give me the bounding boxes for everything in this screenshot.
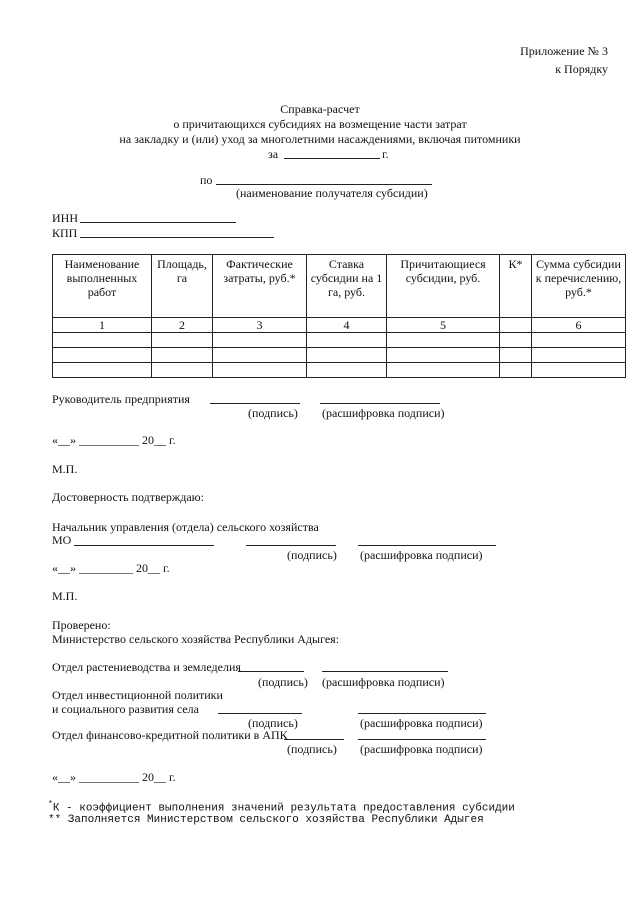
kpp-field[interactable]: [80, 237, 274, 238]
period-label: за: [268, 147, 279, 161]
head-decode-field[interactable]: [320, 403, 440, 404]
recipient-label: по: [200, 173, 213, 187]
header-actual-costs: Фактические затраты, руб.*: [213, 255, 307, 318]
dept2-decode-field[interactable]: [358, 713, 486, 714]
chief-signature-field[interactable]: [246, 545, 336, 546]
stamp-place: М.П.: [52, 589, 78, 603]
mo-label: МО: [52, 533, 72, 547]
chief-label: Начальник управления (отдела) сельского хозяйства: [52, 520, 319, 534]
column-number: 3: [213, 318, 307, 333]
footnote-1-mark: *: [48, 800, 53, 809]
checked-date: «__» __________ 20__ г.: [52, 770, 176, 784]
recipient-field[interactable]: [216, 184, 432, 185]
dept1-signature-caption: (подпись): [258, 675, 308, 689]
header-work-name: Наименование выполненных работ: [53, 255, 152, 318]
appendix-number: Приложение № 3: [520, 44, 608, 58]
head-signature-field[interactable]: [210, 403, 300, 404]
column-number: 6: [532, 318, 626, 333]
column-number: 1: [53, 318, 152, 333]
dept2-decode-caption: (расшифровка подписи): [360, 716, 483, 730]
head-label: Руководитель предприятия: [52, 392, 190, 406]
footnote-1-text: К - коэффициент выполнения значений результата предоставления субсидии: [52, 802, 515, 815]
header-transfer-sum: Сумма субсидии к перечислению, руб.*: [532, 255, 626, 318]
confirm-label: Достоверность подтверждаю:: [52, 490, 204, 504]
head-decode-caption: (расшифровка подписи): [322, 406, 445, 420]
inn-field[interactable]: [80, 222, 236, 223]
table-row[interactable]: [53, 333, 626, 348]
period-field[interactable]: [284, 158, 380, 159]
chief-decode-field[interactable]: [358, 545, 496, 546]
header-coefficient: К*: [500, 255, 532, 318]
dept1-label: Отдел растениеводства и земледелия: [52, 660, 241, 674]
confirm-date: «__» _________ 20__ г.: [52, 561, 170, 575]
dept2-label-line1: Отдел инвестиционной политики: [52, 688, 223, 702]
document-title: Справка-расчет: [280, 102, 360, 116]
document-subtitle-2: на закладку и (или) уход за многолетними насаждениями, включая питомники: [119, 132, 521, 146]
header-area: Площадь, га: [152, 255, 213, 318]
dept2-label-line2: и социального развития села: [52, 702, 199, 716]
dept1-signature-field[interactable]: [238, 671, 304, 672]
dept1-decode-caption: (расшифровка подписи): [322, 675, 445, 689]
ministry-label: Министерство сельского хозяйства Республики Адыгея:: [52, 632, 340, 646]
dept2-signature-field[interactable]: [218, 713, 302, 714]
mo-field[interactable]: [74, 545, 214, 546]
subsidy-table: [52, 254, 626, 378]
head-date: «__» __________ 20__ г.: [52, 433, 176, 447]
kpp-label: КПП: [52, 226, 78, 240]
head-signature-caption: (подпись): [248, 406, 298, 420]
dept3-signature-field[interactable]: [284, 739, 344, 740]
header-rate: Ставка субсидии на 1 га, руб.: [307, 255, 387, 318]
footnote-2: ** Заполняется Министерством сельского хозяйства Республики Адыгея: [48, 814, 484, 826]
chief-signature-caption: (подпись): [287, 548, 337, 562]
column-number: 4: [307, 318, 387, 333]
checked-label: Проверено:: [52, 618, 111, 632]
recipient-caption: (наименование получателя субсидии): [236, 186, 428, 200]
dept2-signature-caption: (подпись): [248, 716, 298, 730]
document-subtitle-1: о причитающихся субсидиях на возмещение части затрат: [173, 117, 467, 131]
header-due-subsidy: Причитающиеся субсидии, руб.: [387, 255, 500, 318]
table-row[interactable]: [53, 348, 626, 363]
table-row[interactable]: [53, 363, 626, 378]
period-year-suffix: г.: [382, 147, 389, 161]
column-number: 5: [387, 318, 500, 333]
column-number: 2: [152, 318, 213, 333]
dept3-label: Отдел финансово-кредитной политики в АПК: [52, 728, 288, 742]
appendix-reference: к Порядку: [555, 62, 608, 76]
dept3-decode-field[interactable]: [358, 739, 486, 740]
dept1-decode-field[interactable]: [322, 671, 448, 672]
dept3-signature-caption: (подпись): [287, 742, 337, 756]
dept3-decode-caption: (расшифровка подписи): [360, 742, 483, 756]
chief-decode-caption: (расшифровка подписи): [360, 548, 483, 562]
inn-label: ИНН: [52, 211, 78, 225]
column-number: [500, 318, 532, 333]
stamp-place: М.П.: [52, 462, 78, 476]
